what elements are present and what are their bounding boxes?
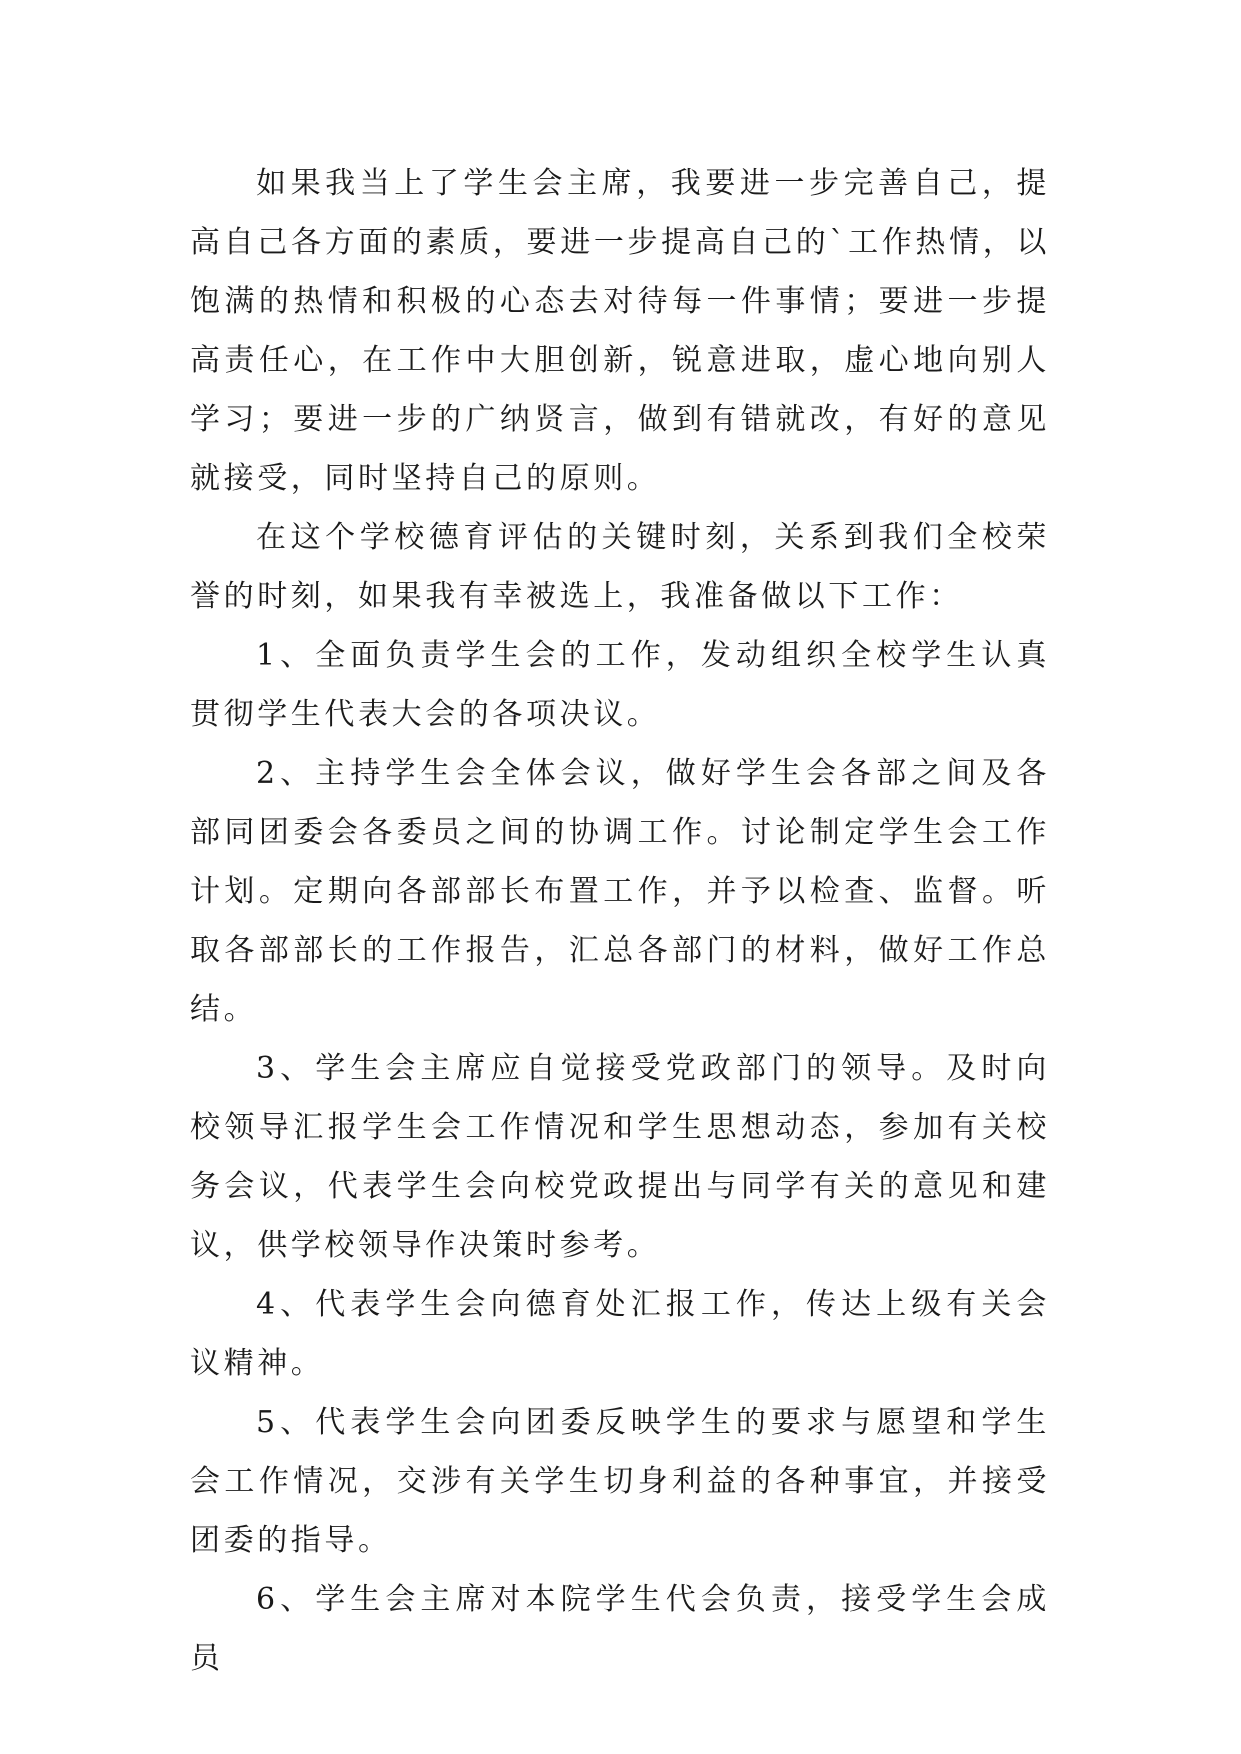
paragraph-item-6: 6、学生会主席对本院学生代会负责，接受学生会成员	[190, 1582, 1050, 1676]
document-body	[190, 154, 1050, 1688]
paragraph-item-5: 5、代表学生会向团委反映学生的要求与愿望和学生会工作情况，交涉有关学生切身利益的各种事宜，并接受团委的指导。	[190, 1405, 1050, 1558]
paragraph-plan-intro: 在这个学校德育评估的关键时刻，关系到我们全校荣誉的时刻，如果我有幸被选上，我准备做以下工作：	[190, 520, 1050, 614]
paragraph-item-2: 2、主持学生会全体会议，做好学生会各部之间及各部同团委会各委员之间的协调工作。讨论制定学生会工作计划。定期向各部部长布置工作，并予以检查、监督。听取各部部长的工作报告，汇总各部门的材料，做好工作总结。	[190, 756, 1050, 1027]
paragraph-item-3: 3、学生会主席应自觉接受党政部门的领导。及时向校领导汇报学生会工作情况和学生思想动态，参加有关校务会议，代表学生会向校党政提出与同学有关的意见和建议，供学校领导作决策时参考。	[190, 1051, 1050, 1263]
paragraph-item-1: 1、全面负责学生会的工作，发动组织全校学生认真贯彻学生代表大会的各项决议。	[190, 638, 1050, 732]
paragraph-item-4: 4、代表学生会向德育处汇报工作，传达上级有关会议精神。	[190, 1287, 1050, 1381]
paragraph-self-improvement: 如果我当上了学生会主席，我要进一步完善自己，提高自己各方面的素质，要进一步提高自己的`工作热情，以饱满的热情和积极的心态去对待每一件事情；要进一步提高责任心，在工作中大胆创新，锐意进取，虚心地向别人学习；要进一步的广纳贤言，做到有错就改，有好的意见就接受，同时坚持自己的原则。	[190, 166, 1050, 496]
